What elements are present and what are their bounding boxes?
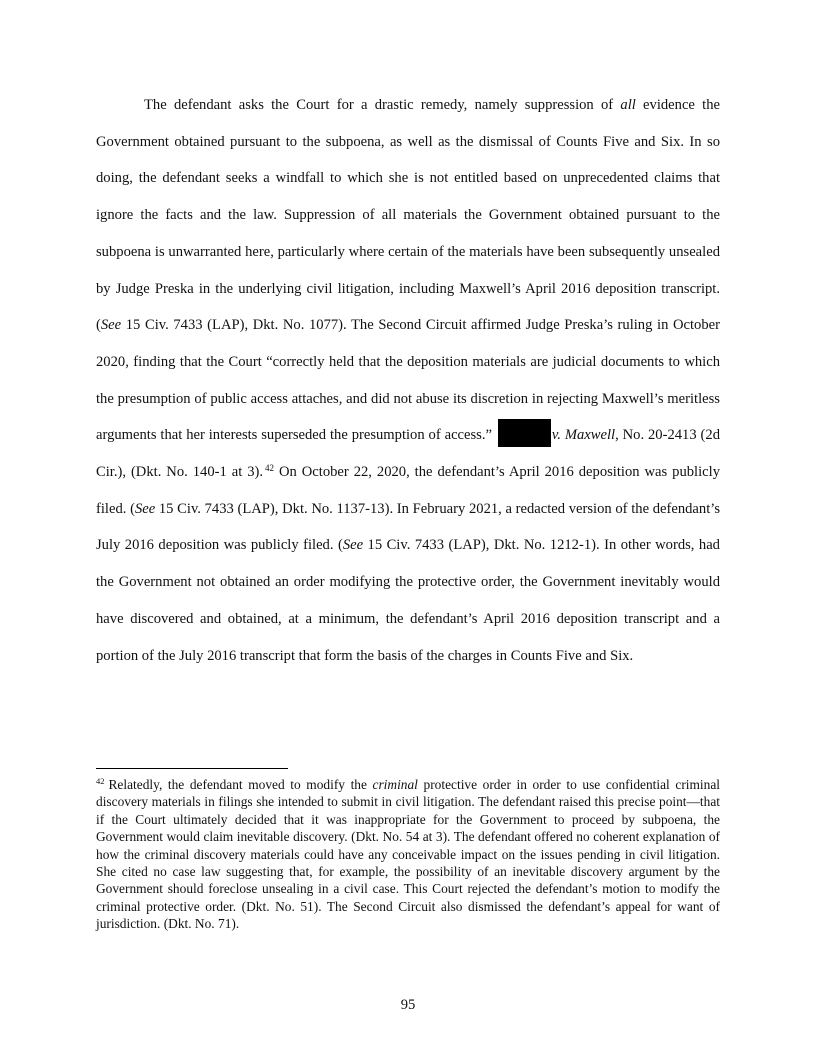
body-text-segment: 15 Civ. 7433 (LAP), Dkt. No. 1212-1). In other words, had the Government not obtained an order modifying the protective order, the Government inevitably would have discovered and obtained, at a minimum, the defendant’s April 2016 deposition transcript and a portion of the July 2016 transcript that form the basis of the charges in Counts Five and Six.: [96, 537, 720, 664]
body-text-segment: , No. 20-2413 (2d Cir.), (Dkt. No. 140-1 at 3).: [96, 427, 720, 481]
footnote-reference[interactable]: 42: [265, 463, 275, 474]
footnote-text-segment: protective order in order to use confidential criminal discovery materials in filings she intended to submit in civil litigation. The defendant raised this precise point—that if the Court ultimately decided that it was inappropriate for the Government to proceed by subpoena, the Government would claim inevitable discovery. (Dkt. No. 54 at 3). The defendant offered no coherent explanation of how the criminal discovery materials could have any conceivable impact on the issues pending in civil litigation. She cited no case law suggesting that, for example, the possibility of an inevitable discovery argument by the Government should foreclose unsealing in a civil case. This Court rejected the defendant’s motion to modify the criminal protective order. (Dkt. No. 51). The Second Circuit also dismissed the defendant’s appeal for want of jurisdiction. (Dkt. No. 71).: [96, 777, 720, 932]
body-text-segment: 15 Civ. 7433 (LAP), Dkt. No. 1077). The Second Circuit affirmed Judge Preska’s ruling in October 2020, finding that the Court “correctly held that the deposition materials are judicial documents to which the presumption of public access attaches, and did not abuse its discretion in rejecting Maxwell’s meritless arguments that her interests superseded the presumption of access.”: [96, 317, 720, 444]
body-text-segment: evidence the Government obtained pursuant to the subpoena, as well as the dismissal of Counts Five and Six. In so doing, the defendant seeks a windfall to which she is not entitled based on unprecedented claims that ignore the facts and the law. Suppression of all materials the Government obtained pursuant to the subpoena is unwarranted here, particularly where certain of the materials have been subsequently unsealed by Judge Preska in the underlying civil litigation, including Maxwell’s April 2016 deposition transcript. (: [96, 97, 720, 334]
page-number: 95: [400, 997, 416, 1013]
footnote-divider: [96, 768, 288, 769]
footnote-number: 42: [96, 776, 105, 786]
body-text-segment: The defendant asks the Court for a drastic remedy, namely suppression of: [144, 97, 621, 113]
body-paragraph: [96, 87, 720, 674]
case-name: v. Maxwell: [551, 427, 616, 444]
body-text-segment: On October 22, 2020, the defendant’s April 2016 deposition was publicly filed. (: [96, 464, 720, 517]
body-text-segment: 15 Civ. 7433 (LAP), Dkt. No. 1137-13). In February 2021, a redacted version of the defendant’s July 2016 deposition was publicly filed. (: [96, 500, 720, 554]
signal-see: See: [100, 317, 122, 334]
redaction-box: [498, 419, 551, 447]
footnote: [96, 776, 720, 933]
emphasis-criminal: criminal: [372, 777, 418, 792]
signal-see: See: [134, 500, 156, 517]
signal-see: See: [342, 537, 364, 554]
emphasis-all: all: [620, 97, 636, 113]
footnote-text-segment: Relatedly, the defendant moved to modify the: [108, 777, 373, 792]
